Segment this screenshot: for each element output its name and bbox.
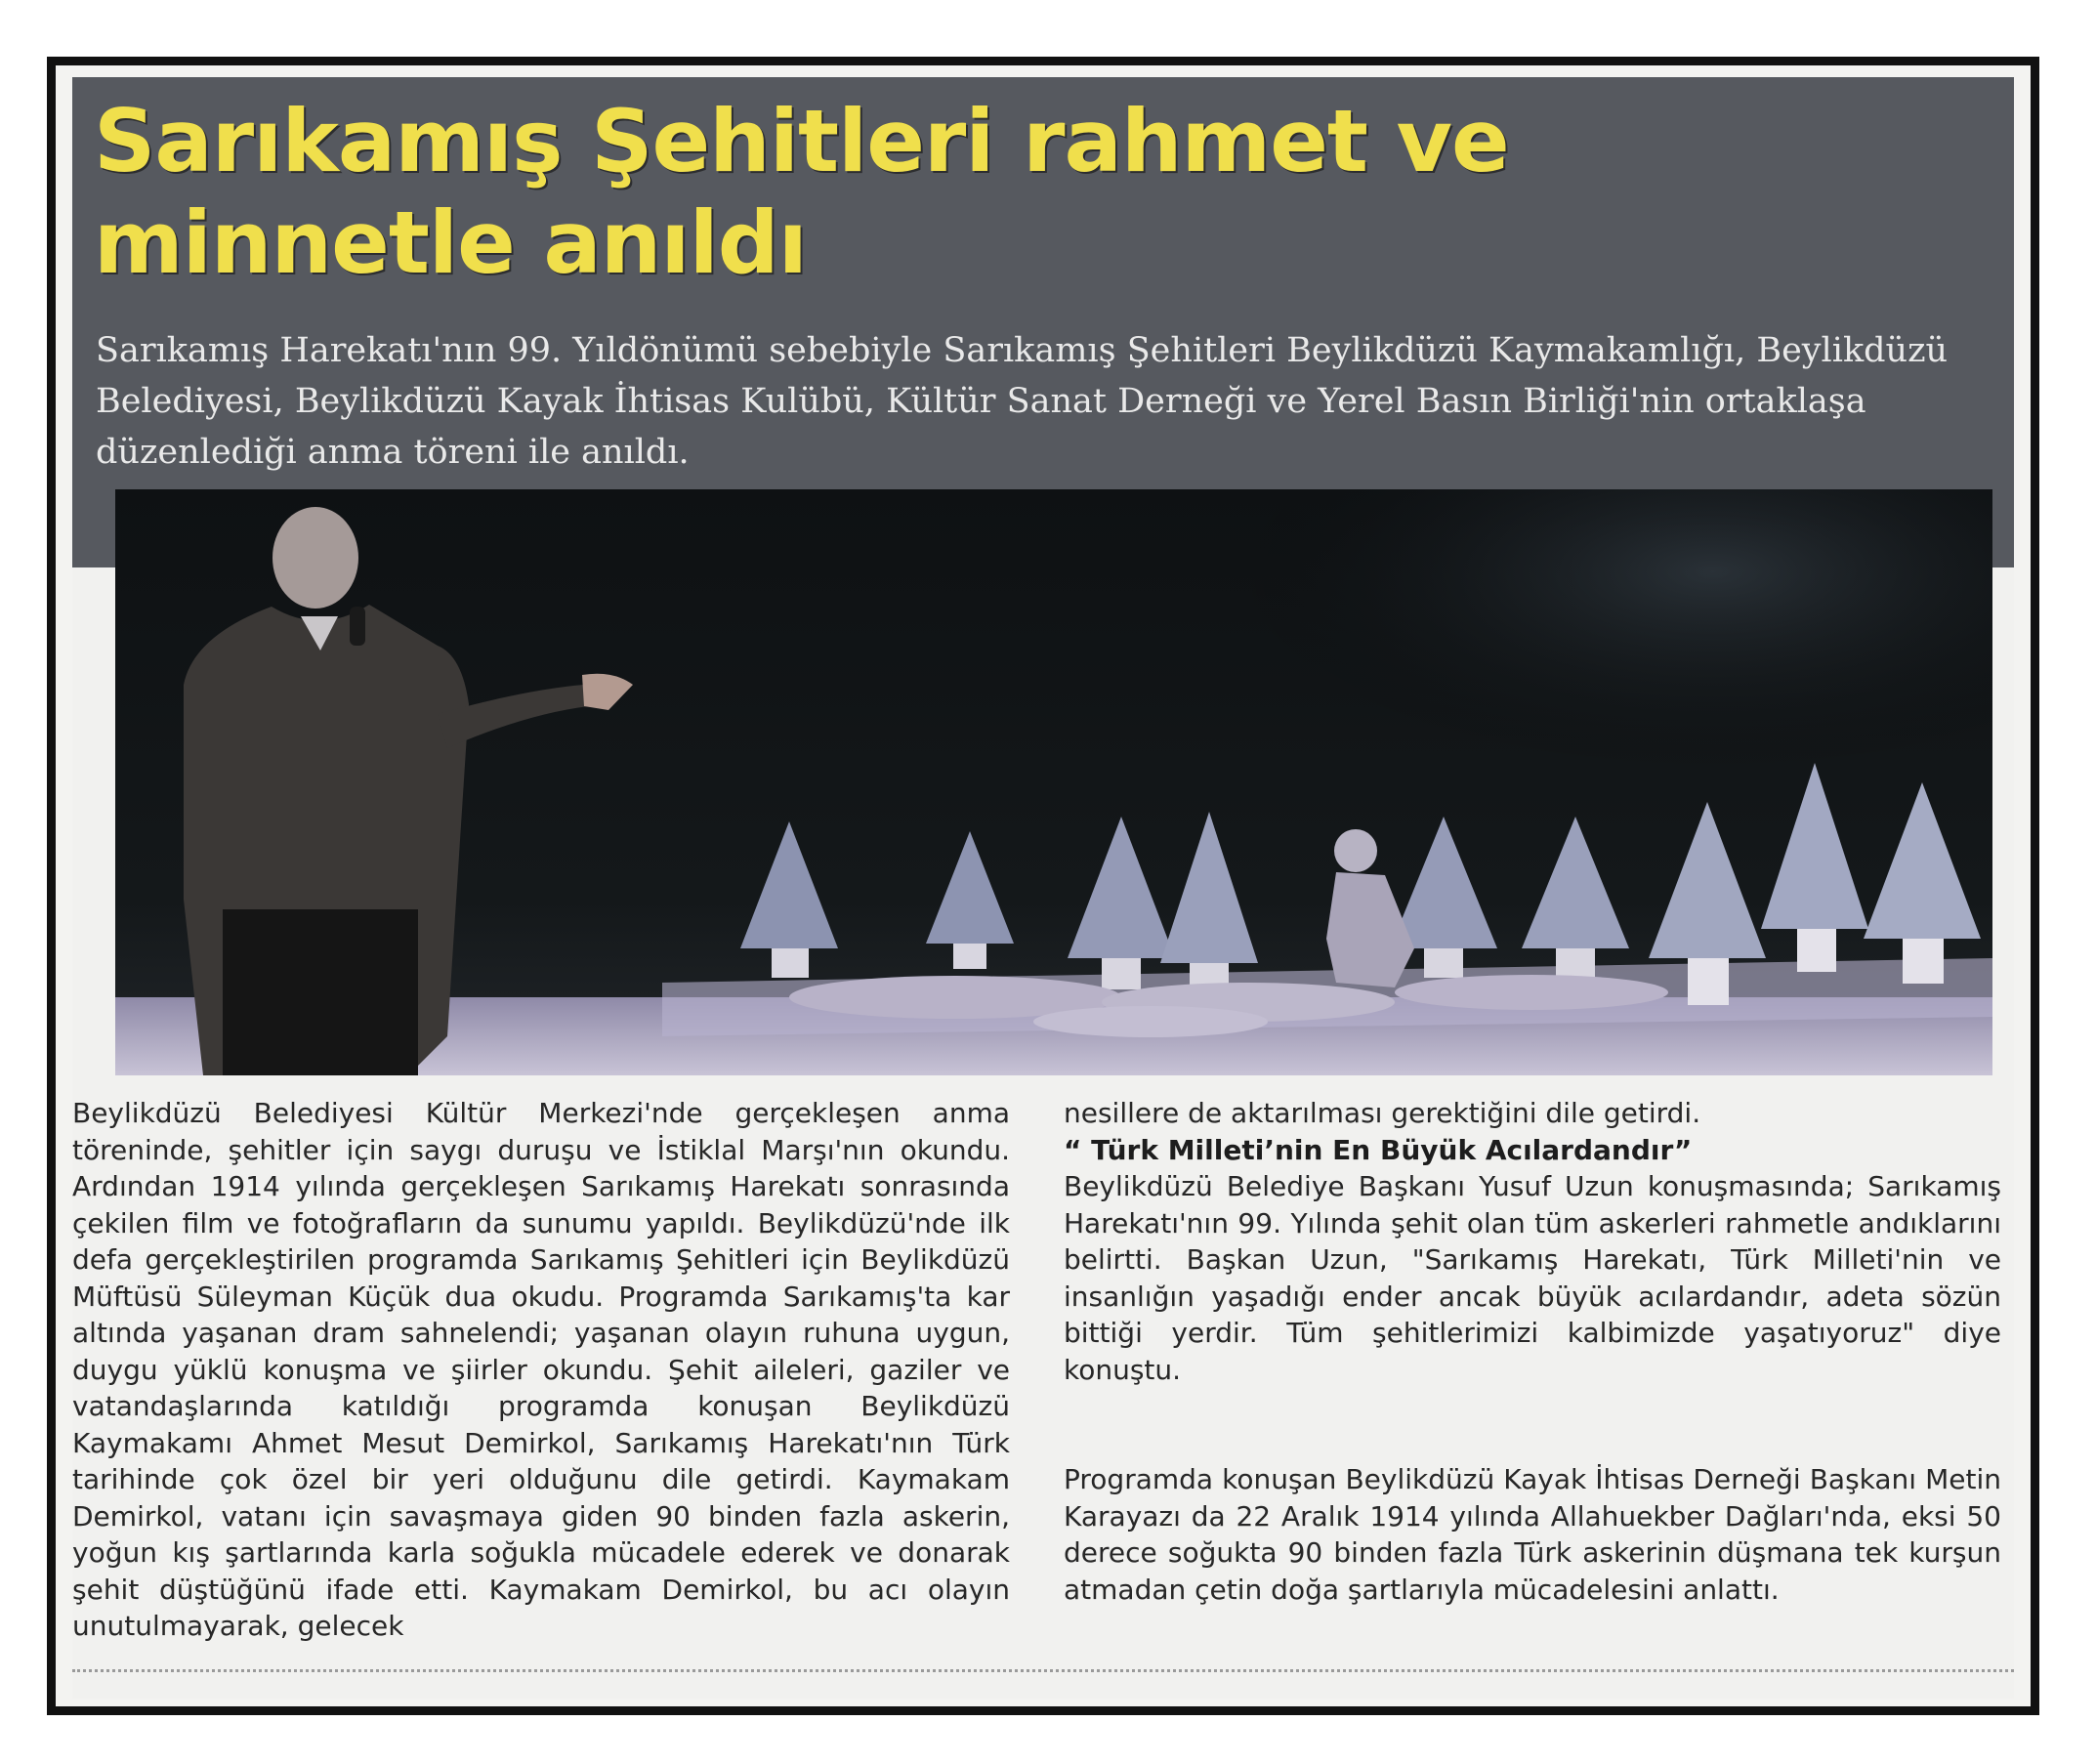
left-column — [72, 1095, 1010, 1645]
stage-photo — [115, 489, 1992, 1075]
right-column — [1064, 1095, 2001, 1608]
left-column-text: Beylikdüzü Belediyesi Kültür Merkezi'nde gerçekleşen anma töreninde, şehitler için saygı duruşu ve İstiklal Marşı'nın okundu. Ardından 1914 yılında gerçekleşen Sarıkamış Harekatı sonrasında çekilen film ve fotoğrafların da sunumu yapıldı. Beylikdüzü'nde ilk defa gerçekleştirilen programda Sarıkamış Şehitleri için Beylikdüzü Müftüsü Süleyman Küçük dua okudu. Programda Sarıkamış'ta kar altında yaşanan dram sahnelendi; yaşanan olayın ruhuna uygun, duygu yüklü konuşma ve şiirler okundu. Şehit aileleri, gaziler ve vatandaşlarında katıldığı programda konuşan Beylikdüzü Kaymakamı Ahmet Mesut Demirkol, Sarıkamış Harekatı'nın Türk tarihinde çok özel bir yeri olduğunu dile getirdi. Kaymakam Demirkol, vatanı için savaşmaya giden 90 binden fazla askerin, yoğun kış şartlarında karla soğukla mücadele ederek ve donarak şehit düştüğünü ifade etti. Kaymakam Demirkol, bu acı olayın unutulmayarak, gelecek — [72, 1097, 1010, 1642]
right-column-paragraph-1: Beylikdüzü Belediye Başkanı Yusuf Uzun konuşmasında; Sarıkamış Harekatı'nın 99. Yılında şehit olan tüm askerleri rahmetle andıklarını belirtti. Başkan Uzun, "Sarıkamış Harekatı, Türk Milleti'nin ve insanlığın yaşadığı ender ancak büyük acılardandır, adeta sözün bittiği yerdir. Tüm şehitlerimizi kalbimizde yaşatıyoruz" diye konuştu. — [1064, 1170, 2001, 1386]
right-column-continuation: nesillere de aktarılması gerektiğini dile getirdi. — [1064, 1097, 1701, 1129]
stage-photo-illustration — [115, 489, 1992, 1075]
newspaper-page — [72, 77, 2014, 1699]
subheading: “ Türk Milleti’nin En Büyük Acılardandır” — [1064, 1133, 1693, 1166]
bottom-rule — [72, 1669, 2014, 1672]
right-column-paragraph-2: Programda konuşan Beylikdüzü Kayak İhtisas Derneği Başkanı Metin Karayazı da 22 Aralık 1914 yılında Allahuekber Dağları'nda, eksi 50 derece soğukta 90 binden fazla Türk askerinin düşmana tek kurşun atmadan çetin doğa şartlarıyla mücadelesini anlattı. — [1064, 1463, 2001, 1606]
headline: Sarıkamış Şehitleri rahmet ve minnetle anıldı — [94, 91, 1509, 293]
clipping-frame — [47, 57, 2039, 1715]
deck-text: Sarıkamış Harekatı'nın 99. Yıldönümü sebebiyle Sarıkamış Şehitleri Beylikdüzü Kaymakamlığı, Beylikdüzü Belediyesi, Beylikdüzü Kayak İhtisas Kulübü, Kültür Sanat Derneği ve Yerel Basın Birliği'nin ortaklaşa düzenlediği anma töreni ile anıldı. — [96, 331, 1949, 472]
paragraph-gap — [1064, 1388, 2001, 1461]
